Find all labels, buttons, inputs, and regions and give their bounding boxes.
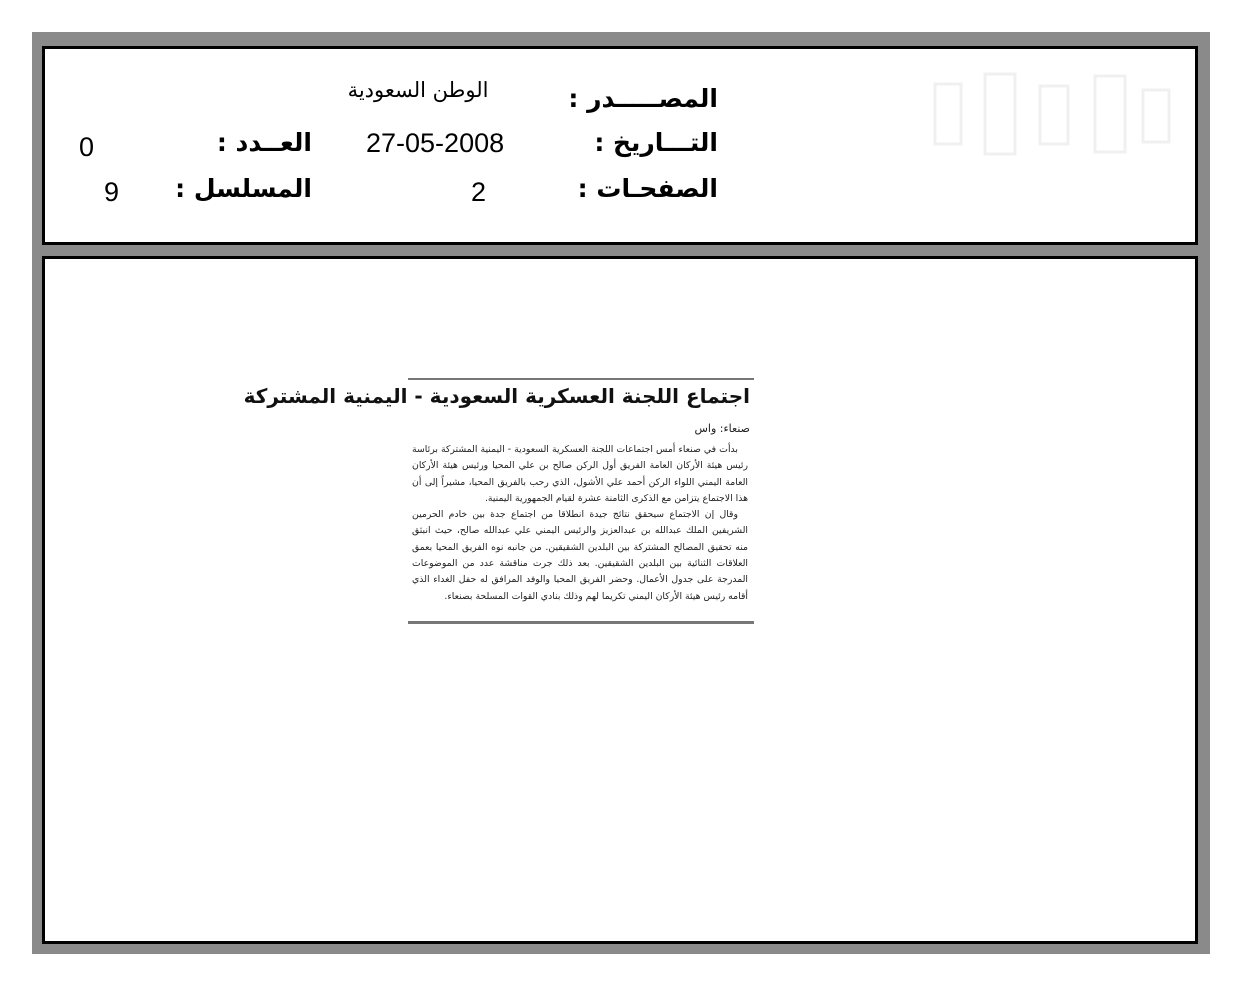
serial-label: المسلسل : xyxy=(175,174,312,203)
clipping-top-rule xyxy=(408,378,754,380)
pages-label: الصفحـات : xyxy=(577,174,718,203)
serial-value: 9 xyxy=(104,177,120,207)
clipping-paragraph: بدأت في صنعاء أمس اجتماعات اللجنة العسكرية السعودية - اليمنية المشتركة برئاسة رئيس هيئة الأركان العامة الفريق أول الركن صالح بن علي المحيا ورئيس هيئة الأركان العامة اليمني اللواء الركن أحمد علي الأشول، الذي رحب بالفريق المحيا، مشيراً إلى أن هذا الاجتماع يتزامن مع الذكرى الثامنة عشرة لقيام الجمهورية اليمنية. xyxy=(412,444,748,504)
date-label: التـــاريخ : xyxy=(594,128,718,157)
watermark-logo xyxy=(925,66,1175,162)
issue-value: 0 xyxy=(79,132,95,162)
source-label: المصـــــدر : xyxy=(568,84,718,113)
clipping-paragraph: وقال إن الاجتماع سيحقق نتائج جيدة انطلاقا من اجتماع جدة بين خادم الحرمين الشريفين الملك عبدالله بن عبدالعزيز والرئيس اليمني علي عبدالله صالح، حيث انبثق منه تحقيق المصالح المشتركة بين البلدين الشقيقين. من جانبه نوه الفريق المحيا بعمق العلاقات الثنائية بين البلدين الشقيقين. بعد ذلك جرت مناقشة عدد من الموضوعات المدرجة على جدول الأعمال. وحضر الفريق المحيا والوفد المرافق له حفل الغداء الذي أقامه رئيس هيئة الأركان اليمني تكريما لهم وذلك بنادي القوات المسلحة بصنعاء. xyxy=(412,509,748,602)
clipping-dateline: صنعاء: واس xyxy=(694,422,750,435)
clipping-body xyxy=(412,442,748,605)
source-value: الوطن السعودية xyxy=(347,78,489,102)
date-value: 27-05-2008 xyxy=(366,128,505,158)
issue-label: العــدد : xyxy=(216,128,312,157)
news-clipping xyxy=(243,378,754,624)
clipping-bottom-rule xyxy=(408,621,754,624)
clipping-headline: اجتماع اللجنة العسكرية السعودية - اليمنية المشتركة xyxy=(243,384,750,408)
pages-value: 2 xyxy=(471,177,487,207)
